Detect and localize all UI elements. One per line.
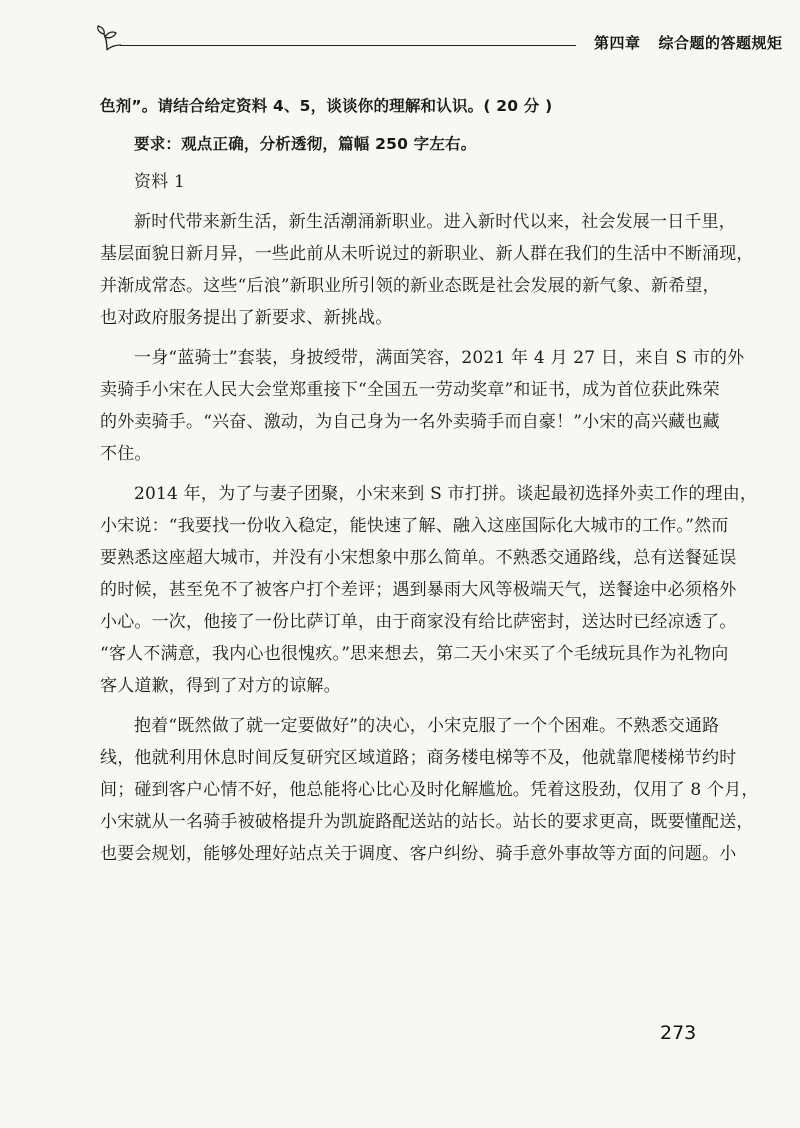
- material-heading: 资料 1: [134, 172, 186, 192]
- text-line: 的外卖骑手。“兴奋、激动，为自己身为一名外卖骑手而自豪！”小宋的高兴藏也藏: [100, 412, 720, 432]
- text-line: 小宋说：“我要找一份收入稳定，能快速了解、融入这座国际化大城市的工作。”然而: [100, 516, 729, 536]
- running-header: [94, 24, 783, 58]
- text-line: “客人不满意，我内心也很愧疚。”思来想去，第二天小宋买了个毛绒玩具作为礼物向: [100, 644, 729, 664]
- paragraph: [100, 206, 754, 334]
- text-line: 也对政府服务提出了新要求、新挑战。: [100, 308, 393, 328]
- paragraph: [100, 478, 758, 702]
- text-line: 卖骑手小宋在人民大会堂郑重接下“全国五一劳动奖章”和证书，成为首位获此殊荣: [100, 380, 720, 400]
- text-line: 新时代带来新生活，新生活潮涌新职业。进入新时代以来，社会发展一日千里，: [134, 212, 736, 232]
- header-rule: [120, 45, 576, 46]
- text-line: 并渐成常态。这些“后浪”新职业所引领的新业态既是社会发展的新气象、新希望，: [100, 276, 720, 296]
- text-line: 抱着“既然做了就一定要做好”的决心，小宋克服了一个个困难。不熟悉交通路: [134, 716, 720, 736]
- text-line: 要熟悉这座超大城市，并没有小宋想象中那么简单。不熟悉交通路线，总有送餐延误: [100, 548, 737, 568]
- text-line: 线，他就利用休息时间反复研究区域道路；商务楼电梯等不及，他就靠爬楼梯节约时: [100, 748, 737, 768]
- chapter-title: 综合题的答题规矩: [658, 34, 783, 52]
- text-line: 不住。: [100, 444, 152, 464]
- text-line: 客人道歉，得到了对方的谅解。: [100, 676, 341, 696]
- body-text: [100, 90, 759, 870]
- text-line: 的时候，甚至免不了被客户打个差评；遇到暴雨大风等极端天气，送餐途中必须格外: [100, 580, 737, 600]
- paragraph: [100, 342, 745, 470]
- text-line: 基层面貌日新月异，一些此前从未听说过的新职业、新人群在我们的生活中不断涌现，: [100, 244, 754, 264]
- question-text: 色剂”。请结合给定资料 4、5，谈谈你的理解和认识。( 20 分 ): [100, 97, 553, 115]
- paragraph: [100, 710, 759, 870]
- page-number: 273: [660, 1022, 697, 1044]
- chapter-heading: [594, 32, 783, 53]
- sprout-icon: [94, 24, 124, 54]
- text-line: 小宋就从一名骑手被破格提升为凯旋路配送站的站长。站长的要求更高，既要懂配送，: [100, 812, 754, 832]
- text-line: 间；碰到客户心情不好，他总能将心比心及时化解尴尬。凭着这股劲，仅用了 8 个月，: [100, 780, 759, 800]
- text-line: 2014 年，为了与妻子团聚，小宋来到 S 市打拼。谈起最初选择外卖工作的理由，: [134, 484, 758, 504]
- text-line: 一身“蓝骑士”套装，身披绶带，满面笑容，2021 年 4 月 27 日，来自 S 市的外: [134, 348, 745, 368]
- text-line: 也要会规划，能够处理好站点关于调度、客户纠纷、骑手意外事故等方面的问题。小: [100, 844, 737, 864]
- requirements-text: 要求：观点正确，分析透彻，篇幅 250 字左右。: [134, 135, 477, 153]
- chapter-number: 第四章: [594, 34, 641, 52]
- text-line: 小心。一次，他接了一份比萨订单，由于商家没有给比萨密封，送达时已经凉透了。: [100, 612, 737, 632]
